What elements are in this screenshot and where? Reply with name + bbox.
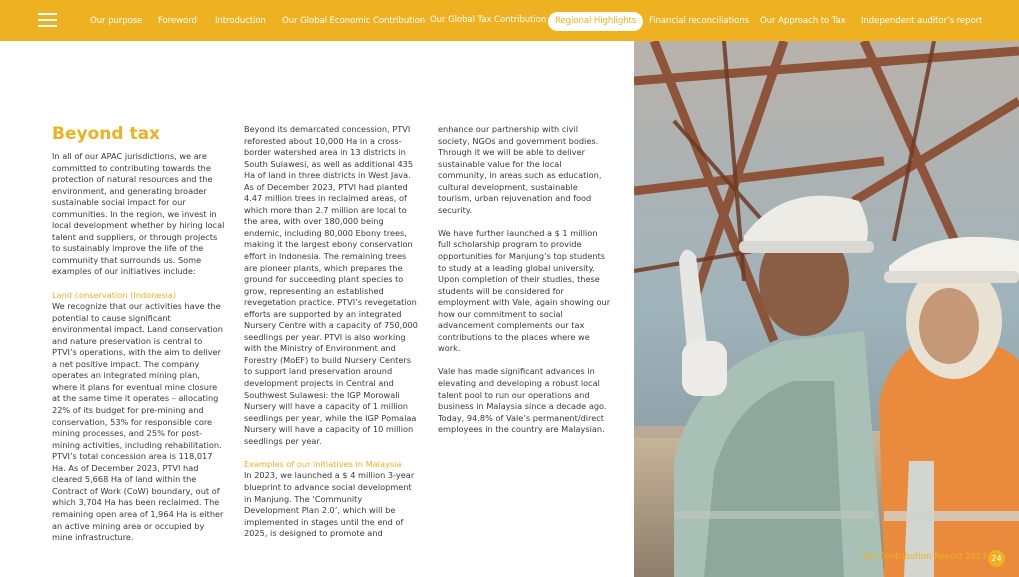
text-column-2	[244, 124, 419, 551]
partnership-paragraph: enhance our partnership with civil society, NGOs and government bodies. Through it we will be able to deliver sustainable value for the local community, in areas such as education, cultural development, sustainable tourism, urban rejuvenation and food security.	[438, 124, 602, 215]
nav-item-regional-highlights[interactable]: Regional Highlights	[548, 12, 643, 31]
nav-item-approach-to-tax[interactable]: Our Approach to Tax	[760, 16, 846, 26]
nav-item-global-tax-contribution[interactable]: Our Global Tax Contribution	[430, 15, 547, 25]
scholarship-paragraph: We have further launched a $ 1 million full scholarship program to provide opportunities for Manjung’s top students to study at a leading global university. Upon completion of their studies, these students will be considered for employment with Vale, again showing our how our commitment to social advancement complements our tax contributions to the places where we work.	[438, 227, 611, 354]
local-talent-paragraph: Vale has made significant advances in elevating and developing a robust local talent pool to run our operations and business in Malaysia since a decade ago. Today, 94.8% of Vale’s permanent/direct employees in the country are Malaysian.	[438, 366, 607, 435]
malaysia-paragraph: In 2023, we launched a $ 4 million 3-year blueprint to advance social development in Manjung. The ‘Community Development Plan 2.0’, which will be implemented in stages until the end of 2025, is designed to promote and	[244, 470, 415, 539]
subheading-malaysia-initiatives: Examples of our initiatives in Malaysia	[244, 458, 402, 469]
nav-item-global-economic-contribution[interactable]: Our Global Economic Contribution	[282, 16, 426, 26]
intro-paragraph: In all of our APAC jurisdictions, we are committed to contributing towards the protection of natural resources and the environment, and generating broader sustainable social impact for our communities. In the region, we invest in local development whether by hiring local talent and suppliers, or through projects to sustainably improve the life of the community that surrounds us. Some examples of our initiatives include:	[52, 151, 225, 277]
hamburger-menu-icon[interactable]	[38, 13, 57, 27]
workers-photo	[634, 41, 1019, 577]
text-column-1	[52, 151, 227, 555]
page-number-badge: 24	[988, 550, 1005, 567]
top-nav-bar	[0, 0, 1019, 41]
subheading-land-conservation: Land conservation (Indonesia)	[52, 289, 177, 300]
reforestation-paragraph: Beyond its demarcated concession, PTVI reforested about 10,000 Ha in a cross-border watershed area in 13 districts in South Sulawesi, as well as additional 435 Ha of land in three districts in West Java. As of December 2023, PTVI had planted 4.47 million trees in reclaimed areas, of which more than 2.7 million are local to the area, with over 180,000 being endemic, including 80,000 Ebony trees, making it the largest ebony conservation effort in Indonesia. The remaining trees are pioneer plants, which prepares the ground for succeeding plant species to grow, representing an established revegetation practice. PTVI’s revegetation efforts are supported by an integrated Nursery Centre with a capacity of 750,000 seedlings per year. PTVI is also working with the Ministry of Environment and Forestry (MoEF) to build Nursery Centers to support land preservation around development projects in Central and Southwest Sulawesi: the IGP Morowali Nursery will have a capacity of 1 million seedlings per year, while the IGP Pomalaa Nursery will have a capacity of 10 million seedlings per year.	[244, 124, 418, 446]
nav-item-independent-auditors-report[interactable]: Independent auditor’s report	[861, 16, 983, 26]
land-conservation-paragraph: We recognize that our activities have the potential to cause significant environmental impact. Land conservation and nature preservation is central to PTVI’s operations, with the aim to deliver a net positive impact. The company operates an integrated mining plan, where it plans for eventual mine closure at the same time it operates – allocating 22% of its budget for pre-mining and conservation, 53% for responsible core mining processes, and 25% for post-mining activities, including rehabilitation. PTVI’s total concession area is 118,017 Ha. As of December 2023, PTVI had cleared 5,668 Ha of land within the Contract of Work (CoW) boundary, out of which 3,704 Ha has been reclaimed. The remaining open area of 1,964 Ha is either an active mining area or occupied by mine infrastructure.	[52, 301, 224, 543]
nav-item-financial-reconciliations[interactable]: Financial reconciliations	[649, 16, 750, 26]
report-title: Tax Contribution Report 2023	[862, 552, 987, 562]
nav-item-foreword[interactable]: Foreword	[158, 16, 197, 26]
page-title: Beyond tax	[52, 124, 161, 144]
text-column-3	[438, 124, 612, 447]
nav-item-our-purpose[interactable]: Our purpose	[90, 16, 143, 26]
nav-item-introduction[interactable]: Introduction	[215, 16, 266, 26]
